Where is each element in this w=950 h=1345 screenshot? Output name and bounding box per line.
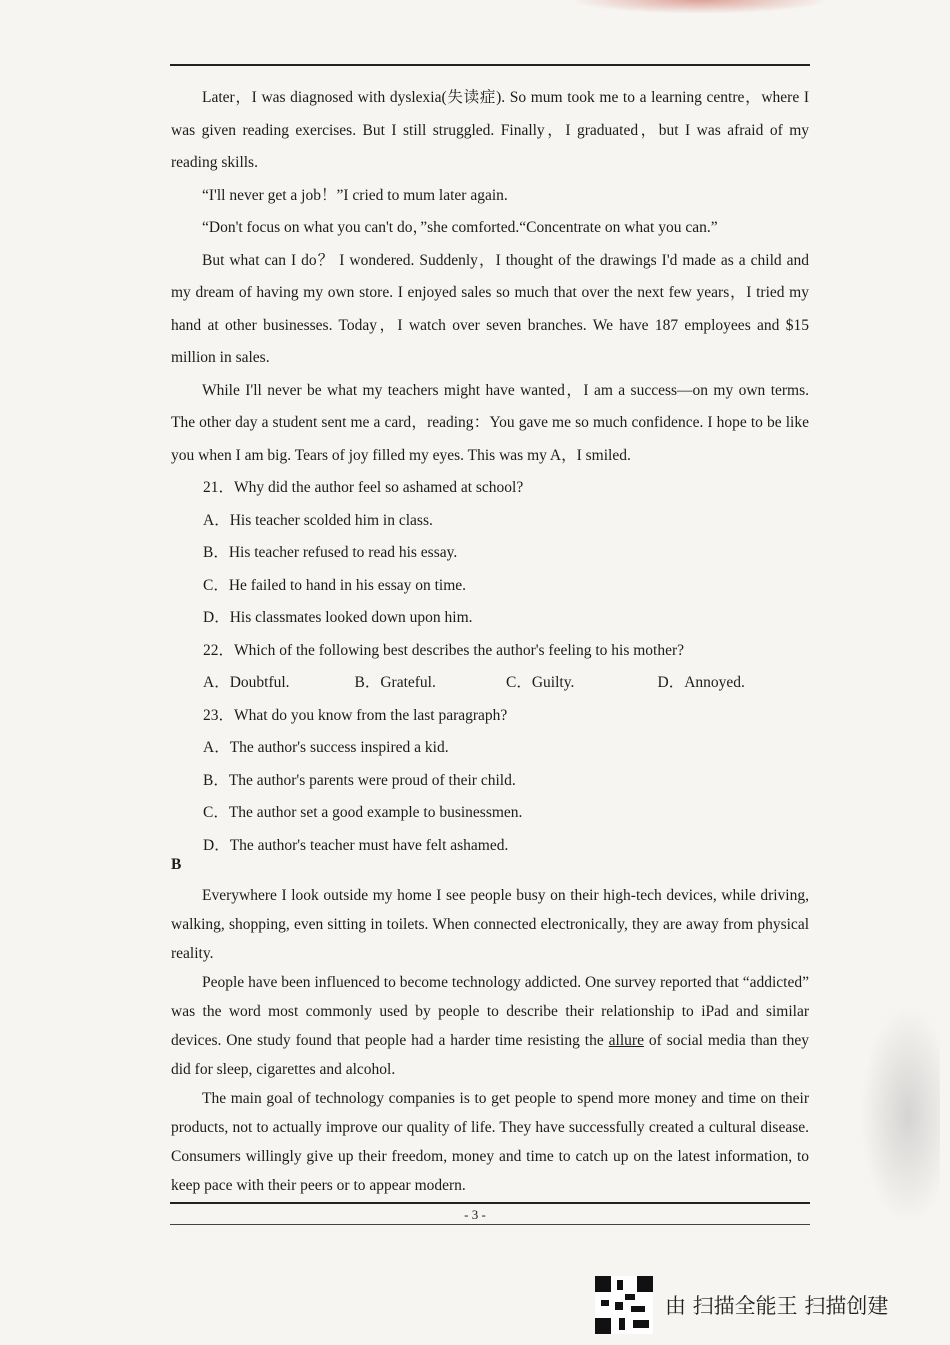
top-rule <box>170 64 810 66</box>
question-22-option-c: C．Guilty. <box>506 674 575 691</box>
question-23-option-b: B．The author's parents were proud of their child. <box>203 771 516 789</box>
passage-a-paragraph: But what can I do？ I wondered. Suddenly，I thought of the drawings I'd made as a child and my dream of having my own store. I enjoyed sales so much that over the next few years，I tried my hand at other businesses. Today，I watch over seven branches. We have 187 employees and $15 million in sales. <box>171 251 809 366</box>
question-23-option-c: C．The author set a good example to businessmen. <box>203 804 523 821</box>
passage-b-p2-text-before: People have been influenced to become technology addicted. One survey reported that “addicted” was the word most commonly used by people to describe their relationship to iPad and similar devices. One study found that people had a harder time resisting the <box>171 974 809 1049</box>
page-number: - 3 - <box>464 1207 486 1222</box>
passage-b-paragraph-3: The main goal of technology companies is to get people to spend more money and time on their products, not to actually improve our quality of life. They have successfully created a cultural disease. Consumers willingly give up their freedom, money and time to catch up on the latest information, to keep pace with their peers or to appear modern. <box>171 1090 809 1194</box>
question-23-option-d: D．The author's teacher must have felt ashamed. <box>203 836 509 854</box>
question-22-options <box>171 667 809 700</box>
question-22-option-b: B．Grateful. <box>354 674 436 691</box>
question-21-stem: 21．Why did the author feel so ashamed at school? <box>203 479 524 496</box>
question-21-option-d: D．His classmates looked down upon him. <box>203 609 473 626</box>
bottom-rule-thin <box>170 1224 810 1225</box>
underlined-word-allure: allure <box>608 1032 644 1049</box>
passage-a-paragraph: While I'll never be what my teachers might have wanted，I am a success—on my own terms. The other day a student sent me a card，reading：You gave me so much confidence. I hope to be like you when I am big. Tears of joy filled my eyes. This was my A，I smiled. <box>171 381 809 464</box>
passage-a-paragraph: Later，I was diagnosed with dyslexia(失读症). So mum took me to a learning centre，where I was given reading exercises. But I still struggled. Finally，I graduated，but I was afraid of my reading skills. <box>171 89 809 171</box>
question-23-option-a: A．The author's success inspired a kid. <box>203 739 449 756</box>
scanner-watermark <box>595 1276 935 1334</box>
qr-code-icon <box>595 1276 653 1334</box>
passage-b <box>171 850 809 1200</box>
question-23-stem: 23．What do you know from the last paragraph? <box>203 706 508 724</box>
passage-b-paragraph-1: Everywhere I look outside my home I see people busy on their high-tech devices, while driving, walking, shopping, even sitting in toilets. When connected electronically, they are away from physical reality. <box>171 887 809 962</box>
passage-b-paragraph-2 <box>171 968 809 1084</box>
passage-b-heading: B <box>171 856 182 873</box>
question-21-option-b: B．His teacher refused to read his essay. <box>203 544 458 561</box>
question-21-option-c: C．He failed to hand in his essay on time. <box>203 576 467 594</box>
question-22-option-a: A．Doubtful. <box>203 674 290 691</box>
scan-stain <box>860 1005 940 1225</box>
scanner-credit-text: 由 扫描全能王 扫描创建 <box>665 1294 889 1318</box>
question-22-option-d: D．Annoyed. <box>657 674 745 691</box>
passage-b-p2-text-after: of social media than they did for sleep, cigarettes and alcohol. <box>171 1032 809 1078</box>
page-body <box>171 82 809 862</box>
red-stamp-mark <box>570 0 830 14</box>
passage-a-paragraph: “Don't focus on what you can't do，”she comforted.“Concentrate on what you can.” <box>202 219 718 236</box>
question-21-option-a: A．His teacher scolded him in class. <box>203 511 433 529</box>
passage-a-paragraph: “I'll never get a job！”I cried to mum later again. <box>202 186 508 204</box>
question-22-stem: 22．Which of the following best describes the author's feeling to his mother? <box>203 641 685 659</box>
bottom-rule <box>170 1202 810 1204</box>
